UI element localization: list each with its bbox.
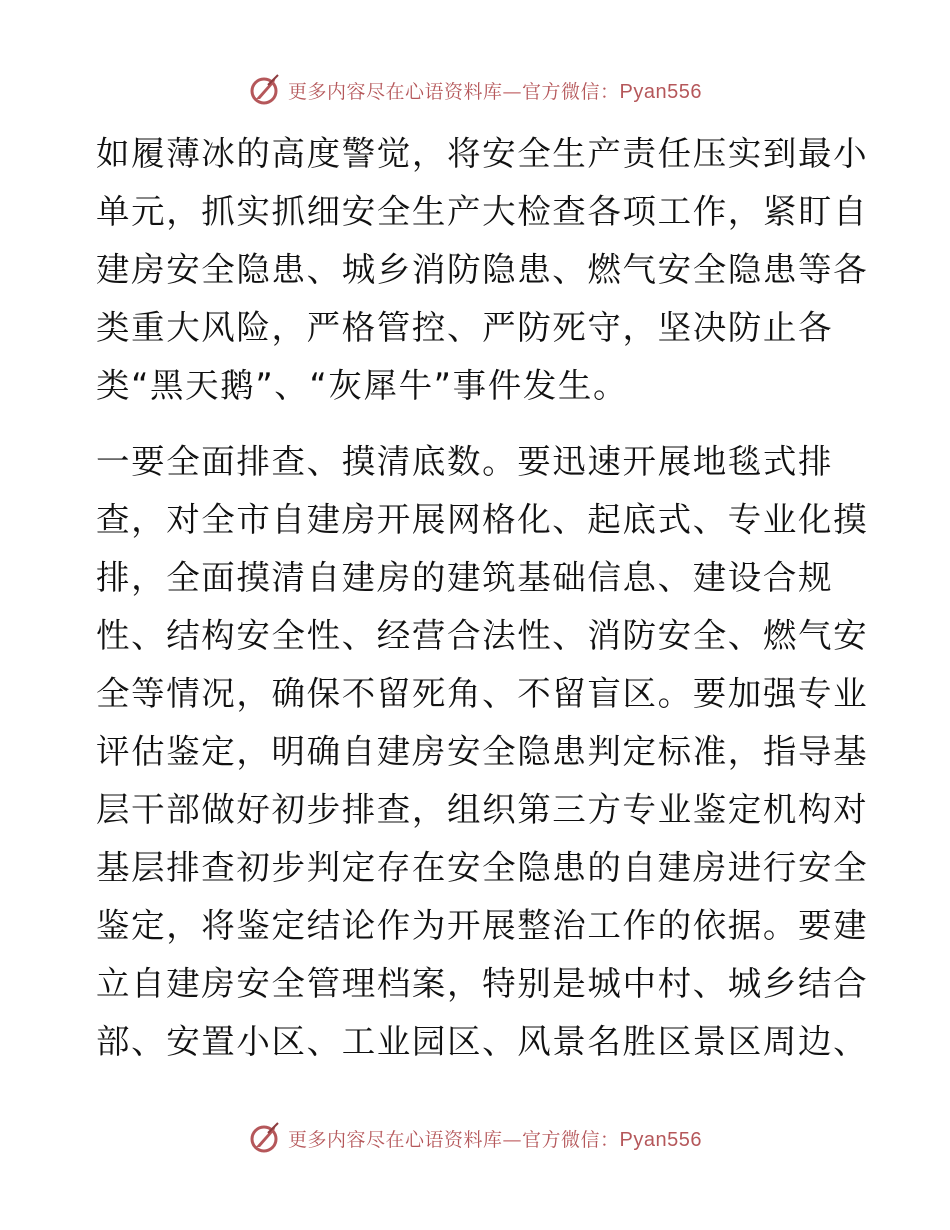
quill-logo-icon [248, 73, 282, 107]
watermark-text [288, 1125, 702, 1152]
text-line: 如履薄冰的高度警觉，将安全生产责任压实到最小 [96, 134, 869, 173]
watermark-wechat-id: Pyan556 [619, 80, 702, 103]
text-line: 排，全面摸清自建房的建筑基础信息、建设合规 [96, 558, 834, 597]
watermark-dash: — [502, 1128, 523, 1151]
paragraph-gap [96, 415, 856, 433]
watermark-wechat-id: Pyan556 [619, 1128, 702, 1151]
watermark-text [288, 77, 702, 104]
body-text [96, 125, 869, 1071]
text-line: 建房安全隐患、城乡消防隐患、燃气安全隐患等各 [96, 250, 869, 289]
text-line: 鉴定，将鉴定结论作为开展整治工作的依据。要建 [96, 906, 869, 945]
footer-watermark [0, 1118, 950, 1158]
quill-logo-icon [248, 1121, 282, 1155]
watermark-tail: 官方微信： [522, 1128, 620, 1151]
header-watermark [0, 70, 950, 110]
watermark-dash: — [502, 80, 523, 103]
text-line: 全等情况，确保不留死角、不留盲区。要加强专业 [96, 674, 869, 713]
paragraph-2 [96, 433, 869, 1071]
watermark-main: 更多内容尽在心语资料库 [288, 80, 503, 103]
text-line: 单元，抓实抓细安全生产大检查各项工作，紧盯自 [96, 192, 869, 231]
text-line: 一要全面排查、摸清底数。要迅速开展地毯式排 [96, 442, 834, 481]
text-line: 层干部做好初步排查，组织第三方专业鉴定机构对 [96, 790, 869, 829]
text-line: 立自建房安全管理档案，特别是城中村、城乡结合 [96, 964, 869, 1003]
text-line: 类重大风险，严格管控、严防死守，坚决防止各 [96, 308, 834, 347]
text-line: 性、结构安全性、经营合法性、消防安全、燃气安 [96, 616, 869, 655]
paragraph-1 [96, 125, 869, 415]
watermark-main: 更多内容尽在心语资料库 [288, 1128, 503, 1151]
watermark-tail: 官方微信： [522, 80, 620, 103]
text-line: 类“黑天鹅”、“灰犀牛”事件发生。 [96, 366, 629, 405]
text-line: 评估鉴定，明确自建房安全隐患判定标准，指导基 [96, 732, 869, 771]
text-line: 基层排查初步判定存在安全隐患的自建房进行安全 [96, 848, 869, 887]
text-line: 部、安置小区、工业园区、风景名胜区景区周边、 [96, 1022, 869, 1061]
text-line: 查，对全市自建房开展网格化、起底式、专业化摸 [96, 500, 869, 539]
